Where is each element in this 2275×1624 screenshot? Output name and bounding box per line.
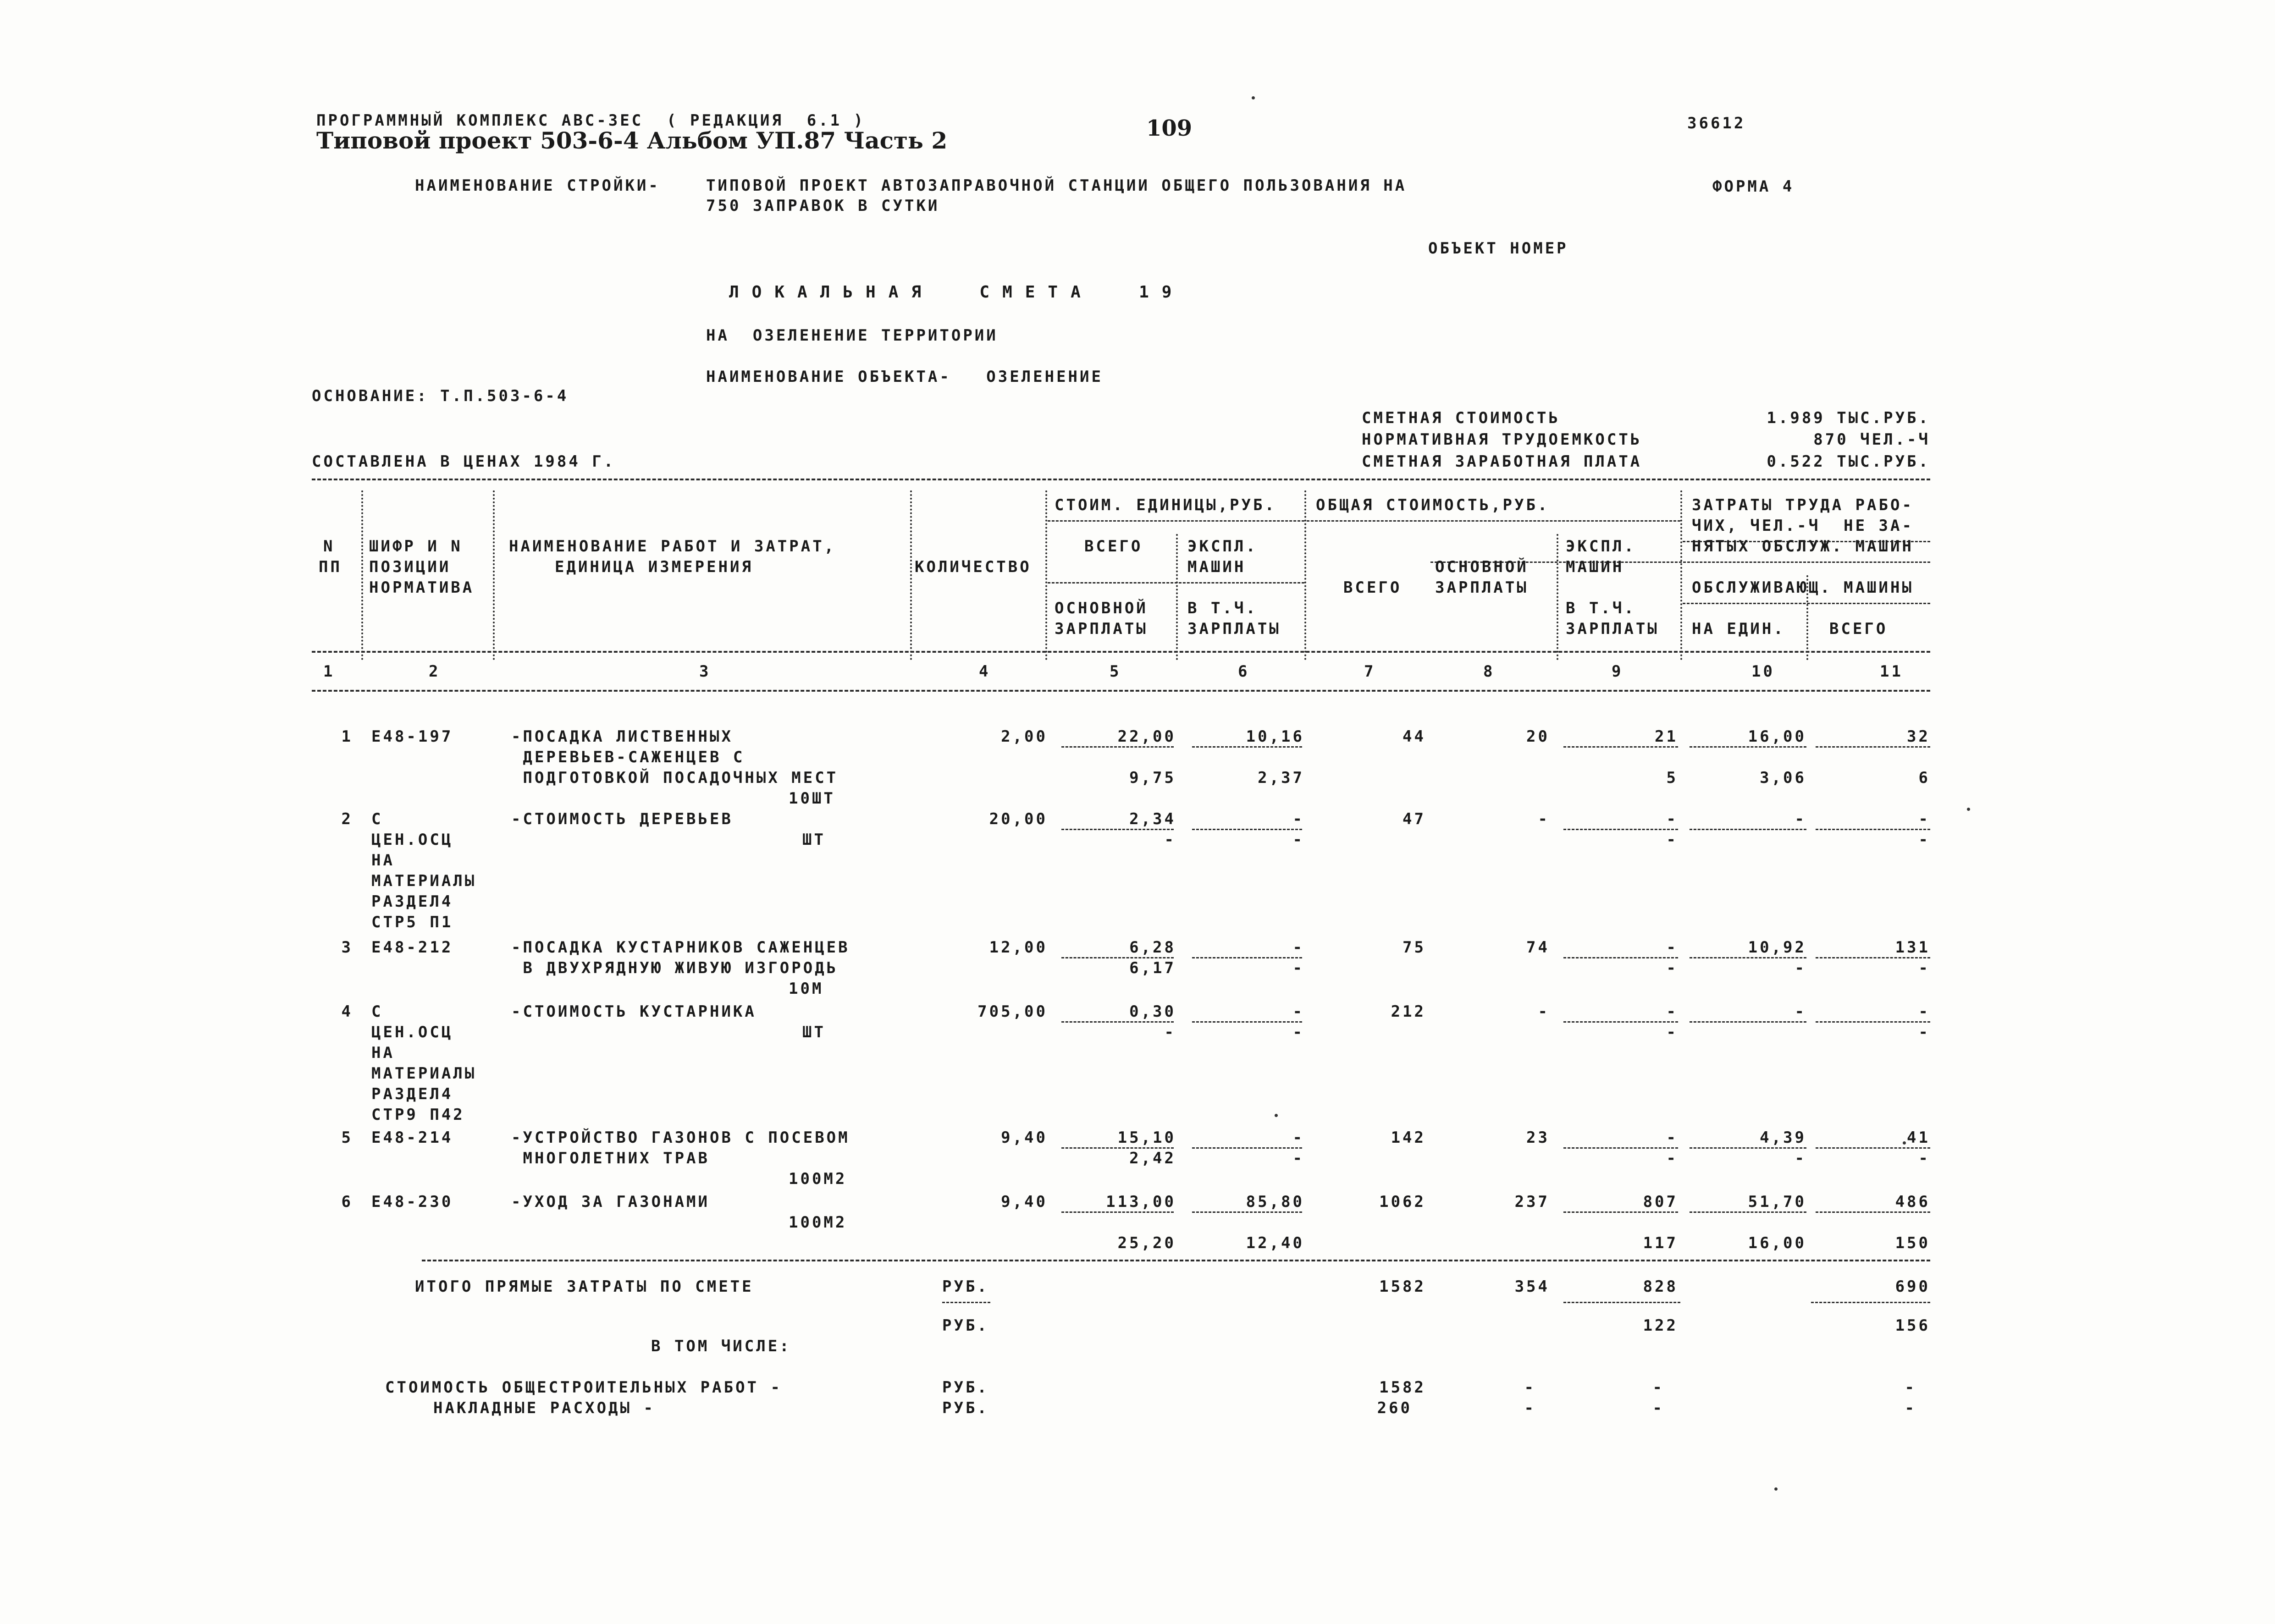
summary-label-2: НОРМАТИВНАЯ ТРУДОЕМКОСТЬ xyxy=(1362,430,1642,449)
cell-c5: 15,10 xyxy=(1117,1129,1176,1147)
summary-label-3: СМЕТНАЯ ЗАРАБОТНАЯ ПЛАТА xyxy=(1362,452,1642,471)
construction-line2: 750 ЗАПРАВОК В СУТКИ xyxy=(706,197,940,215)
totals-c11: 690 xyxy=(1895,1277,1930,1296)
hdr-unit-cost: СТОИМ. ЕДИНИЦЫ,РУБ. xyxy=(1055,496,1276,514)
cell-c11: 486 xyxy=(1895,1193,1930,1211)
cell-divider xyxy=(1690,829,1806,830)
cell-c5: 0,30 xyxy=(1129,1002,1176,1021)
cell-divider xyxy=(1192,957,1302,958)
row-code: СТР5 П1 xyxy=(371,913,453,931)
cell-c11: - xyxy=(1918,1002,1930,1021)
cell-qty: 2,00 xyxy=(1001,727,1048,746)
cell-divider xyxy=(1061,829,1174,830)
cell-c6: - xyxy=(1292,1002,1304,1021)
column-number: 10 xyxy=(1751,662,1775,681)
cell-c11: - xyxy=(1918,810,1930,828)
cell-c6: - xyxy=(1292,810,1304,828)
cell-c7: 47 xyxy=(1403,810,1426,828)
column-number: 8 xyxy=(1483,662,1495,681)
cell-c7: 1062 xyxy=(1379,1193,1426,1211)
row-code: Е48-197 xyxy=(371,727,453,746)
cell-divider xyxy=(1192,746,1302,748)
program-line: ПРОГРАММНЫЙ КОМПЛЕКС АВС-3ЕС ( РЕДАКЦИЯ 6.1 ) xyxy=(316,111,866,130)
cell-c5: 6,28 xyxy=(1129,938,1176,957)
row-name: -СТОИМОСТЬ ДЕРЕВЬЕВ xyxy=(511,810,733,828)
cell-divider xyxy=(1816,957,1930,958)
column-number: 6 xyxy=(1238,662,1250,681)
row-name: ПОДГОТОВКОЙ ПОСАДОЧНЫХ МЕСТ xyxy=(511,769,839,787)
cell-divider xyxy=(1563,1021,1678,1023)
totals-line1-unit: РУБ. xyxy=(942,1378,989,1397)
header-sub-rule xyxy=(1048,582,1304,584)
column-number: 7 xyxy=(1364,662,1376,681)
totals-c7: 1582 xyxy=(1379,1277,1426,1296)
cell-divider xyxy=(1192,1147,1302,1149)
cell-c8: - xyxy=(1538,810,1550,828)
cell-c11b: 6 xyxy=(1918,769,1930,787)
totals-sub-rule xyxy=(1811,1302,1930,1303)
header-sub-rule xyxy=(1048,520,1304,522)
cell-c5b: - xyxy=(1164,1023,1176,1041)
cell-c8: 74 xyxy=(1526,938,1550,957)
column-divider xyxy=(1045,490,1047,660)
cell-divider xyxy=(1061,957,1174,958)
cell-divider xyxy=(1192,829,1302,830)
row-unit: ШТ xyxy=(802,1023,826,1041)
cell-divider xyxy=(1061,1211,1174,1213)
row-number: 5 xyxy=(341,1129,353,1147)
summary-value-3: 0.522 ТЫС.РУБ. xyxy=(1767,452,1930,471)
cell-c10: 16,00 xyxy=(1748,727,1806,746)
cell-c8: - xyxy=(1538,1002,1550,1021)
hdr-labor-total: ВСЕГО xyxy=(1829,620,1888,638)
totals-line1-c9: - xyxy=(1652,1378,1664,1397)
cell-c5b: 9,75 xyxy=(1129,769,1176,787)
cell-c9: - xyxy=(1666,1002,1678,1021)
totals-c9: 828 xyxy=(1643,1277,1678,1296)
column-number: 2 xyxy=(429,662,441,681)
row-name: В ДВУХРЯДНУЮ ЖИВУЮ ИЗГОРОДЬ xyxy=(511,959,839,977)
totals-line2-c9: - xyxy=(1652,1399,1664,1417)
cell-c11b: - xyxy=(1918,1149,1930,1167)
column-divider xyxy=(910,490,912,660)
header-sub-rule xyxy=(1307,520,1680,522)
hdr-labor-unit: НА ЕДИН. xyxy=(1692,620,1785,638)
hdr-name-1: НАИМЕНОВАНИЕ РАБОТ И ЗАТРАТ, xyxy=(509,537,836,556)
cell-divider xyxy=(1192,1021,1302,1023)
row-code: НА xyxy=(371,1044,395,1062)
cell-c11b: - xyxy=(1918,959,1930,977)
cell-divider xyxy=(1563,1147,1678,1149)
cell-c11: 32 xyxy=(1907,727,1930,746)
totals-line2-unit: РУБ. xyxy=(942,1399,989,1417)
cell-c9b: 117 xyxy=(1643,1234,1678,1252)
hdr-unit-total: ВСЕГО xyxy=(1084,537,1143,556)
cell-c6: - xyxy=(1292,1129,1304,1147)
doc-code: 36612 xyxy=(1687,114,1746,132)
row-name: МНОГОЛЕТНИХ ТРАВ xyxy=(511,1149,710,1167)
scan-speck xyxy=(1967,808,1970,811)
hdr-code-1: ШИФР И N xyxy=(369,537,463,556)
row-code: МАТЕРИАЛЫ xyxy=(371,1064,477,1083)
row-code: ЦЕН.ОСЦ xyxy=(371,1023,453,1041)
row-code: СТР9 П42 xyxy=(371,1106,465,1124)
cell-c7: 212 xyxy=(1391,1002,1426,1021)
row-name: ДЕРЕВЬЕВ-САЖЕНЦЕВ С xyxy=(511,748,745,766)
cell-divider xyxy=(1061,1021,1174,1023)
cell-c9b: - xyxy=(1666,831,1678,849)
totals-line2-c8: - xyxy=(1524,1399,1536,1417)
cell-divider xyxy=(1563,957,1678,958)
totals-sub-rule xyxy=(1563,1302,1680,1303)
header-bottom-rule xyxy=(312,651,1930,653)
summary-value-1: 1.989 ТЫС.РУБ. xyxy=(1767,409,1930,427)
cell-c9: - xyxy=(1666,1129,1678,1147)
hdr-total-incl: В Т.Ч. xyxy=(1566,599,1636,617)
estimate-title: ЛОКАЛЬНАЯ СМЕТА 19 xyxy=(729,283,1185,302)
totals-c9b: 122 xyxy=(1643,1316,1678,1335)
column-divider xyxy=(1176,534,1178,660)
cell-c9: 21 xyxy=(1655,727,1678,746)
hdr-total-all: ВСЕГО xyxy=(1343,578,1402,597)
row-unit: 100М2 xyxy=(789,1213,847,1232)
cell-divider xyxy=(1061,1147,1174,1149)
totals-unit-rule xyxy=(942,1302,990,1303)
cell-divider xyxy=(1690,957,1806,958)
column-divider xyxy=(493,490,495,660)
cell-c11b: - xyxy=(1918,1023,1930,1041)
row-number: 3 xyxy=(341,938,353,957)
row-code: РАЗДЕЛ4 xyxy=(371,1085,453,1103)
row-code: С xyxy=(371,1002,383,1021)
row-name: -ПОСАДКА КУСТАРНИКОВ САЖЕНЦЕВ xyxy=(511,938,850,957)
cell-c10: 4,39 xyxy=(1760,1129,1806,1147)
cell-c9b: - xyxy=(1666,959,1678,977)
cell-c6: 85,80 xyxy=(1246,1193,1304,1211)
cell-qty: 20,00 xyxy=(989,810,1048,828)
totals-line1-c7: 1582 xyxy=(1379,1378,1426,1397)
scan-speck xyxy=(1275,1114,1278,1117)
column-divider xyxy=(361,490,363,660)
row-code: С xyxy=(371,810,383,828)
row-code: МАТЕРИАЛЫ xyxy=(371,872,477,890)
cell-c6b: - xyxy=(1292,1149,1304,1167)
cell-c8: 20 xyxy=(1526,727,1550,746)
totals-line2: НАКЛАДНЫЕ РАСХОДЫ - xyxy=(433,1399,655,1417)
cell-divider xyxy=(1816,829,1930,830)
hdr-labor-4: ОБСЛУЖИВАЮЩ. МАШИНЫ xyxy=(1692,578,1914,597)
cell-c10: 51,70 xyxy=(1748,1193,1806,1211)
cell-c5b: 25,20 xyxy=(1117,1234,1176,1252)
row-unit: 100М2 xyxy=(789,1170,847,1188)
column-divider xyxy=(1680,490,1682,660)
estimate-subtitle: НА ОЗЕЛЕНЕНИЕ ТЕРРИТОРИИ xyxy=(706,326,998,345)
totals-c8: 354 xyxy=(1514,1277,1550,1296)
totals-line1-c11: - xyxy=(1905,1378,1916,1397)
cell-divider xyxy=(1816,1147,1930,1149)
hdr-code-3: НОРМАТИВА xyxy=(369,578,475,597)
cell-c8: 237 xyxy=(1514,1193,1550,1211)
row-name: -ПОСАДКА ЛИСТВЕННЫХ xyxy=(511,727,733,746)
basis: ОСНОВАНИЕ: Т.П.503-6-4 xyxy=(312,387,569,405)
hdr-labor-2: ЧИХ, ЧЕЛ.-Ч НЕ ЗА- xyxy=(1692,517,1914,535)
header-sub-rule xyxy=(1683,603,1930,604)
cell-c10b: - xyxy=(1795,959,1806,977)
row-number: 2 xyxy=(341,810,353,828)
column-number: 11 xyxy=(1880,662,1903,681)
hdr-unit-mach-2: МАШИН xyxy=(1187,558,1246,576)
hdr-quantity: КОЛИЧЕСТВО xyxy=(915,558,1032,576)
totals-incl: В ТОМ ЧИСЛЕ: xyxy=(651,1337,791,1355)
object-name: НАИМЕНОВАНИЕ ОБЪЕКТА- ОЗЕЛЕНЕНИЕ xyxy=(706,368,1103,386)
cell-c11b: 150 xyxy=(1895,1234,1930,1252)
cell-c6b: - xyxy=(1292,1023,1304,1041)
summary-label-1: СМЕТНАЯ СТОИМОСТЬ xyxy=(1362,409,1560,427)
cell-divider xyxy=(1690,1021,1806,1023)
scan-speck xyxy=(1774,1487,1778,1491)
hdr-name-2: ЕДИНИЦА ИЗМЕРЕНИЯ xyxy=(555,558,753,576)
cell-divider xyxy=(1192,1211,1302,1213)
totals-line2-c11: - xyxy=(1905,1399,1916,1417)
form-label: ФОРМА 4 xyxy=(1712,177,1795,196)
hdr-unit-incl-wage: ЗАРПЛАТЫ xyxy=(1187,620,1281,638)
hdr-unit-mach: ЭКСПЛ. xyxy=(1187,537,1258,556)
cell-divider xyxy=(1061,746,1174,748)
cell-divider xyxy=(1563,829,1678,830)
column-number: 4 xyxy=(979,662,991,681)
row-name: -УХОД ЗА ГАЗОНАМИ xyxy=(511,1193,710,1211)
cell-c9b: - xyxy=(1666,1023,1678,1041)
totals-line2-c7: 260 xyxy=(1377,1399,1412,1417)
hdr-total-cost: ОБЩАЯ СТОИМОСТЬ,РУБ. xyxy=(1316,496,1550,514)
totals-top-rule xyxy=(422,1260,1930,1261)
row-code: РАЗДЕЛ4 xyxy=(371,892,453,911)
hdr-labor-3: НЯТЫХ ОБСЛУЖ. МАШИН xyxy=(1692,537,1914,556)
cell-c5b: - xyxy=(1164,831,1176,849)
cell-c10: - xyxy=(1795,810,1806,828)
hdr-total-mach: ЭКСПЛ. xyxy=(1566,537,1636,556)
row-code: Е48-230 xyxy=(371,1193,453,1211)
column-number: 1 xyxy=(323,662,335,681)
hdr-code-2: ПОЗИЦИИ xyxy=(369,558,451,576)
row-code: Е48-212 xyxy=(371,938,453,957)
construction-line1: ТИПОВОЙ ПРОЕКТ АВТОЗАПРАВОЧНОЙ СТАНЦИИ ОБЩЕГО ПОЛЬЗОВАНИЯ НА xyxy=(706,176,1407,195)
cell-c9: - xyxy=(1666,810,1678,828)
totals-line1: СТОИМОСТЬ ОБЩЕСТРОИТЕЛЬНЫХ РАБОТ - xyxy=(385,1378,782,1397)
cell-c6b: 12,40 xyxy=(1246,1234,1304,1252)
column-number: 9 xyxy=(1612,662,1623,681)
totals-unit-2: РУБ. xyxy=(942,1316,989,1335)
hdr-n: N xyxy=(323,537,335,556)
cell-divider xyxy=(1690,746,1806,748)
cell-c5b: 6,17 xyxy=(1129,959,1176,977)
cell-c6b: - xyxy=(1292,959,1304,977)
hdr-total-mach-2: МАШИН xyxy=(1566,558,1624,576)
cell-divider xyxy=(1690,1147,1806,1149)
cell-divider xyxy=(1563,1211,1678,1213)
cell-c6b: 2,37 xyxy=(1258,769,1304,787)
table-top-rule xyxy=(312,479,1930,480)
summary-value-2: 870 ЧЕЛ.-Ч xyxy=(1813,430,1930,449)
row-name: -УСТРОЙСТВО ГАЗОНОВ С ПОСЕВОМ xyxy=(511,1129,850,1147)
cell-c9: - xyxy=(1666,938,1678,957)
cell-divider xyxy=(1816,1211,1930,1213)
cell-divider xyxy=(1690,1211,1806,1213)
cell-c9b: - xyxy=(1666,1149,1678,1167)
prices-line: СОСТАВЛЕНА В ЦЕНАХ 1984 Г. xyxy=(312,452,616,471)
row-code: Е48-214 xyxy=(371,1129,453,1147)
row-unit: 10ШТ xyxy=(789,789,835,808)
cell-c10: 10,92 xyxy=(1748,938,1806,957)
page-number: 109 xyxy=(1146,116,1193,141)
hdr-unit-wage: ЗАРПЛАТЫ xyxy=(1055,620,1148,638)
cell-divider xyxy=(1816,1021,1930,1023)
cell-qty: 9,40 xyxy=(1001,1129,1048,1147)
cell-c6: 10,16 xyxy=(1246,727,1304,746)
hdr-unit-incl: В Т.Ч. xyxy=(1187,599,1258,617)
cell-c10b: 16,00 xyxy=(1748,1234,1806,1252)
object-number: ОБЪЕКТ НОМЕР xyxy=(1428,239,1568,258)
scan-speck xyxy=(1903,1141,1906,1145)
project-title: Типовой проект 503-6-4 Альбом УП.87 Часть 2 xyxy=(316,127,948,154)
cell-c7: 142 xyxy=(1391,1129,1426,1147)
cell-qty: 705,00 xyxy=(977,1002,1048,1021)
cell-c7: 44 xyxy=(1403,727,1426,746)
hdr-total-base: ОСНОВНОЙ xyxy=(1435,558,1529,576)
cell-c5: 2,34 xyxy=(1129,810,1176,828)
column-number: 3 xyxy=(699,662,711,681)
scan-speck xyxy=(1252,96,1255,99)
cell-c10b: 3,06 xyxy=(1760,769,1806,787)
row-code: ЦЕН.ОСЦ xyxy=(371,831,453,849)
column-numbers-rule xyxy=(312,690,1930,692)
cell-c5: 22,00 xyxy=(1117,727,1176,746)
hdr-total-wage: ЗАРПЛАТЫ xyxy=(1435,578,1529,597)
cell-c5: 113,00 xyxy=(1106,1193,1176,1211)
cell-qty: 9,40 xyxy=(1001,1193,1048,1211)
cell-c10: - xyxy=(1795,1002,1806,1021)
cell-c7: 75 xyxy=(1403,938,1426,957)
cell-c11b: - xyxy=(1918,831,1930,849)
hdr-total-incl-wage: ЗАРПЛАТЫ xyxy=(1566,620,1659,638)
column-divider xyxy=(1304,490,1306,660)
totals-unit: РУБ. xyxy=(942,1277,989,1296)
cell-c11: 131 xyxy=(1895,938,1930,957)
column-divider xyxy=(1557,534,1558,660)
hdr-pp: ПП xyxy=(319,558,342,576)
cell-divider xyxy=(1563,746,1678,748)
row-unit: ШТ xyxy=(802,831,826,849)
cell-c6b: - xyxy=(1292,831,1304,849)
cell-c8: 23 xyxy=(1526,1129,1550,1147)
hdr-unit-base: ОСНОВНОЙ xyxy=(1055,599,1148,617)
cell-c6: - xyxy=(1292,938,1304,957)
cell-c9: 807 xyxy=(1643,1193,1678,1211)
column-number: 5 xyxy=(1110,662,1121,681)
row-number: 6 xyxy=(341,1193,353,1211)
row-name: -СТОИМОСТЬ КУСТАРНИКА xyxy=(511,1002,756,1021)
cell-c5b: 2,42 xyxy=(1129,1149,1176,1167)
row-number: 1 xyxy=(341,727,353,746)
cell-divider xyxy=(1816,746,1930,748)
construction-label: НАИМЕНОВАНИЕ СТРОЙКИ- xyxy=(415,176,660,195)
cell-c9b: 5 xyxy=(1666,769,1678,787)
hdr-labor-1: ЗАТРАТЫ ТРУДА РАБО- xyxy=(1692,496,1914,514)
totals-c11b: 156 xyxy=(1895,1316,1930,1335)
row-unit: 10М xyxy=(789,980,824,998)
cell-c11: 41 xyxy=(1907,1129,1930,1147)
totals-line1-c8: - xyxy=(1524,1378,1536,1397)
cell-c10b: - xyxy=(1795,1149,1806,1167)
totals-label: ИТОГО ПРЯМЫЕ ЗАТРАТЫ ПО СМЕТЕ xyxy=(415,1277,754,1296)
cell-qty: 12,00 xyxy=(989,938,1048,957)
row-code: НА xyxy=(371,851,395,870)
row-number: 4 xyxy=(341,1002,353,1021)
